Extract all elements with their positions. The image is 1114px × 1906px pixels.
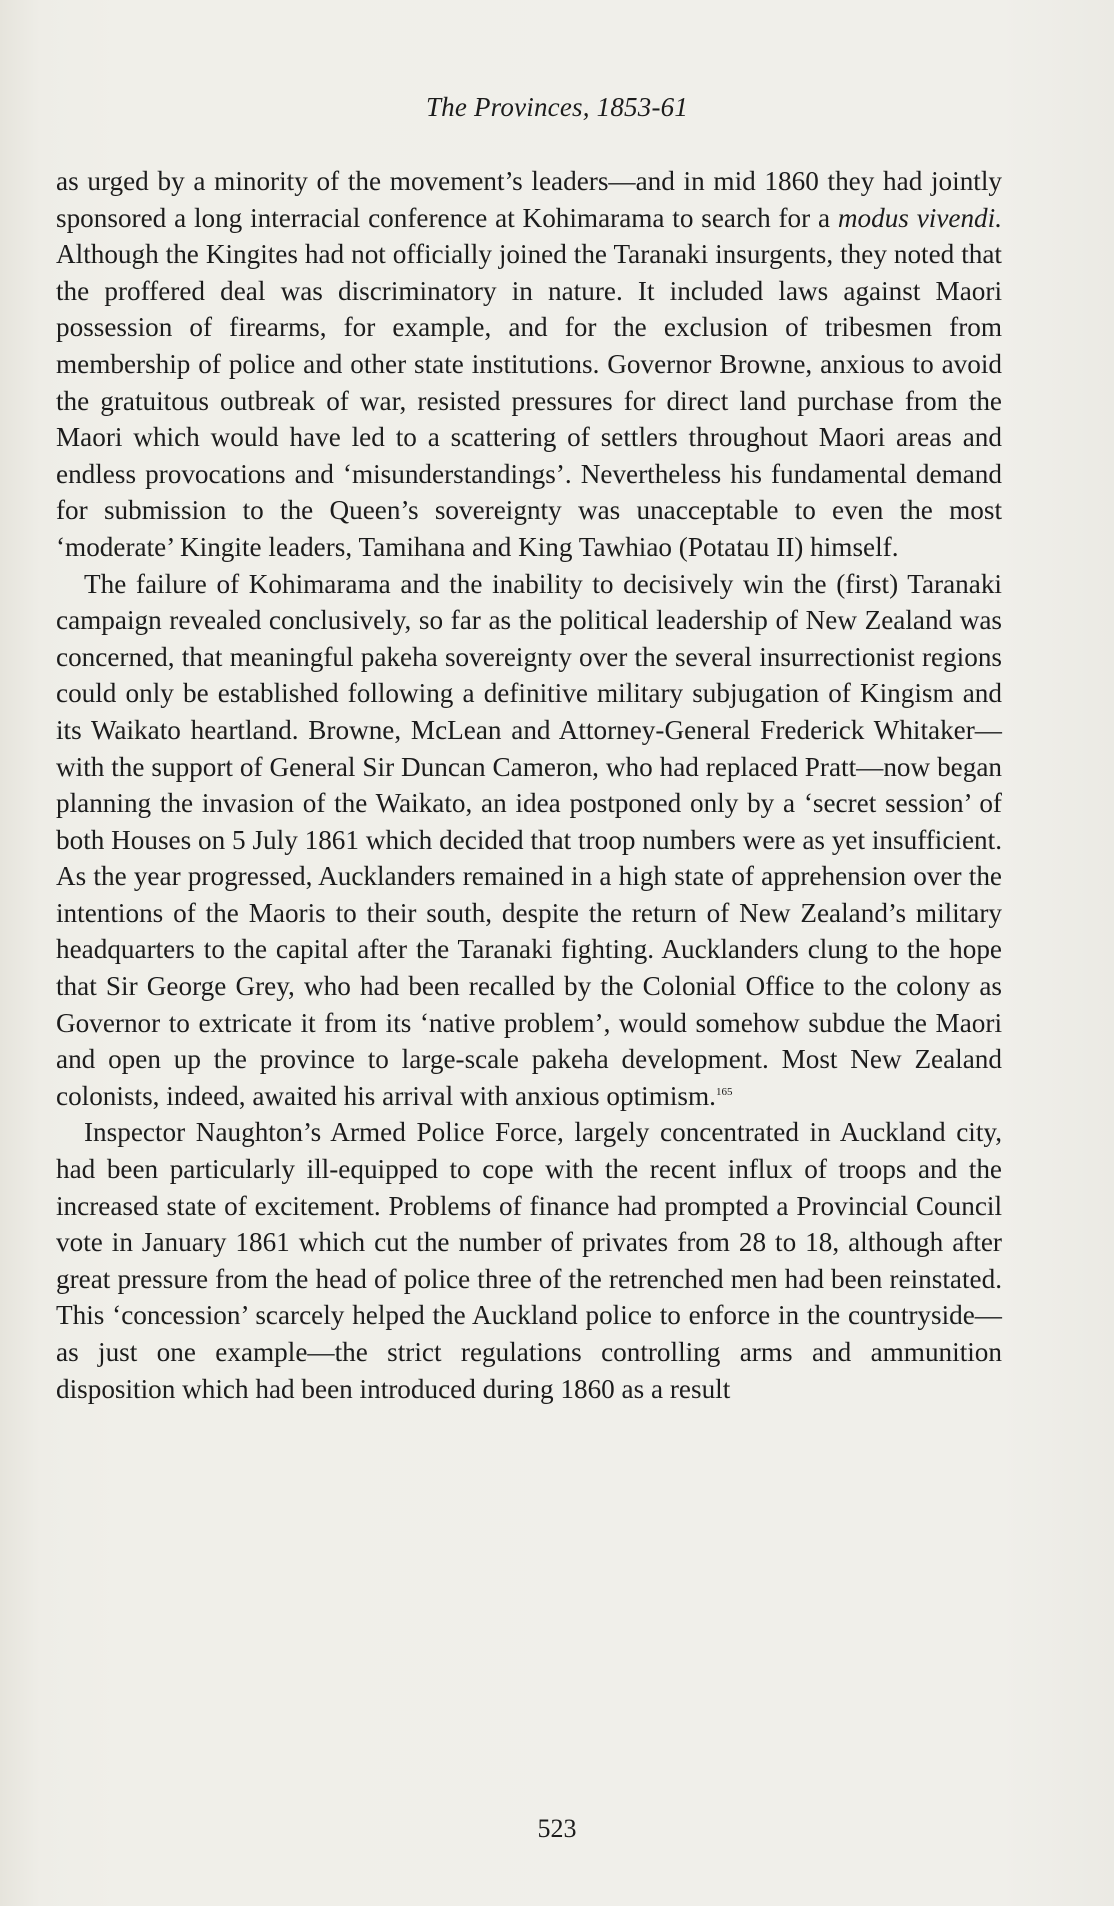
paragraph-1 <box>56 163 1002 566</box>
text-run: Inspector Naughton’s Armed Police Force, largely concentrated in Auckland city, had been particularly ill-equipped to cope with the recent influx of troops and the increased state of excitement. Problems of finance had prompted a Provincial Council vote in January 1861 which cut the number of privates from 28 to 18, although after great pressure from the head of police three of the retrenched men had been reinstated. This ‘concession’ scarcely helped the Auckland police to enforce in the countryside—as just one example—the strict regulations controlling arms and ammunition disposition which had been introduced during 1860 as a result <box>56 1117 1002 1404</box>
paragraph-2 <box>56 566 1002 1115</box>
page-number: 523 <box>537 1814 577 1843</box>
footnote-marker: 165 <box>715 1085 733 1098</box>
text-run: Although the Kingites had not officially joined the Taranaki insurgents, they noted that the proffered deal was discriminatory in nature. It included laws against Maori possession of firearms, for example, and for the exclusion of tribesmen from membership of police and other state institutions. Governor Browne, anxious to avoid the gratuitous outbreak of war, resisted pressures for direct land purchase from the Maori which would have led to a scattering of settlers throughout Maori areas and endless provocations and ‘misunderstandings’. Nevertheless his fundamental demand for submission to the Queen’s sovereignty was unacceptable to even the most ‘moderate’ Kingite leaders, Tamihana and King Tawhiao (Potatau II) himself. <box>56 239 1002 562</box>
paragraph-3 <box>56 1114 1002 1407</box>
italic-phrase: modus vivendi. <box>837 202 1002 233</box>
text-run: as urged by a minority of the movement’s leaders—and in mid 1860 they had jointly sponsored a long interracial conference at Kohimarama to search for a <box>56 166 1002 233</box>
running-head: The Provinces, 1853-61 <box>425 92 689 122</box>
text-run: The failure of Kohimarama and the inability to decisively win the (first) Taranaki campaign revealed conclusively, so far as the political leadership of New Zealand was concerned, that meaningful pakeha sovereignty over the several insurrectionist regions could only be established following a definitive military subjugation of Kingism and its Waikato heartland. Browne, McLean and Attorney-General Frederick Whitaker—with the support of General Sir Duncan Cameron, who had replaced Pratt—now began planning the invasion of the Waikato, an idea postponed only by a ‘secret session’ of both Houses on 5 July 1861 which decided that troop numbers were as yet insufficient. As the year progressed, Aucklanders remained in a high state of apprehension over the intentions of the Maoris to their south, despite the return of New Zealand’s military headquarters to the capital after the Taranaki fighting. Aucklanders clung to the hope that Sir George Grey, who had been recalled by the Colonial Office to the colony as Governor to extricate it from its ‘native problem’, would somehow subdue the Maori and open up the province to large-scale pakeha development. Most New Zealand colonists, indeed, awaited his arrival with anxious optimism. <box>56 568 1002 1111</box>
body-text <box>56 163 1002 1407</box>
